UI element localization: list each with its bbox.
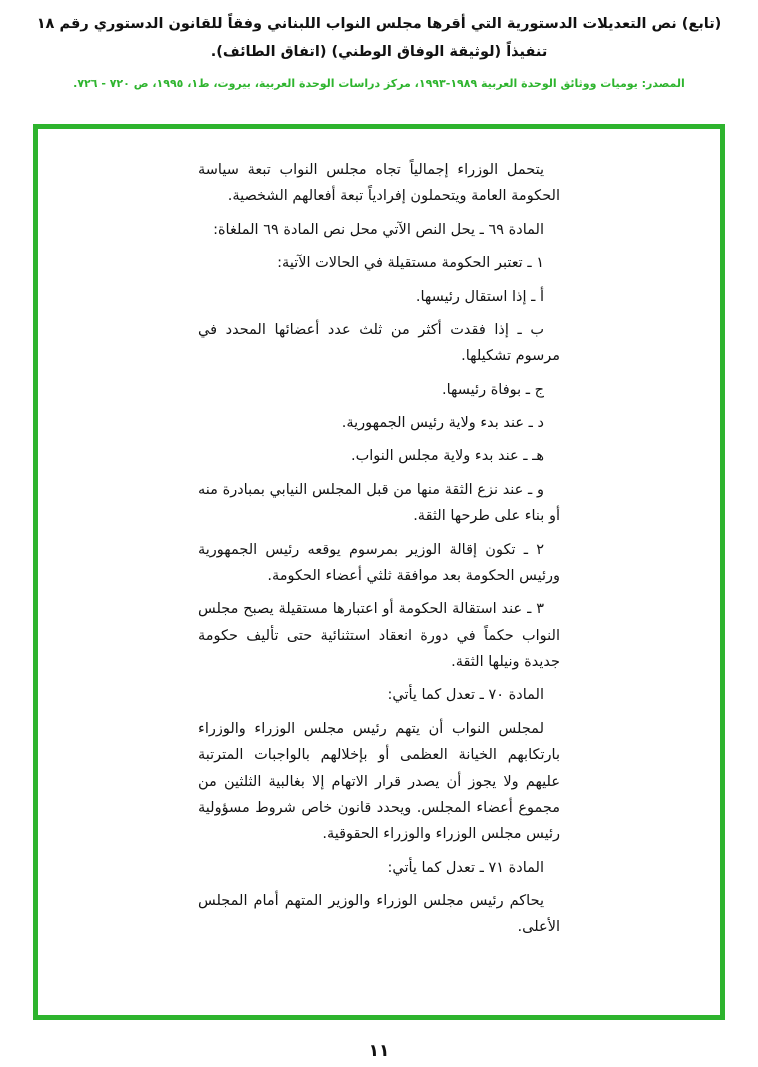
green-border-frame <box>33 124 725 1020</box>
paragraph: ج ـ بوفاة رئيسها. <box>442 381 544 398</box>
paragraph: لمجلس النواب أن يتهم رئيس مجلس الوزراء والوزراء بارتكابهم الخيانة العظمى أو بإخلالهم بالواجبات المترتبة عليهم ولا يجوز أن يصدر قرار الاتهام إلا بغالبية الثلثين من مجموع أعضاء المجلس. ويحدد قانون خاص شروط مسؤولية رئيس مجلس الوزراء والوزراء الحقوقية. <box>198 720 560 843</box>
paragraph: يتحمل الوزراء إجمالياً تجاه مجلس النواب تبعة سياسة الحكومة العامة ويتحملون إفرادياً تبعة أفعالهم الشخصية. <box>198 162 560 205</box>
paragraph: يحاكم رئيس مجلس الوزراء والوزير المتهم أمام المجلس الأعلى. <box>198 893 560 936</box>
paragraph: ٢ ـ تكون إقالة الوزير بمرسوم يوقعه رئيس الجمهورية ورئيس الحكومة بعد موافقة ثلثي أعضاء الحكومة. <box>198 541 560 584</box>
document-header-title: (تابع) نص التعديلات الدستورية التي أقرها مجلس النواب اللبناني وفقاً للقانون الدستوري رقم ١٨ تنفيذاً (لوثيقة الوفاق الوطني) (اتفاق الطائف). <box>36 16 722 61</box>
paragraph: أ ـ إذا استقال رئيسها. <box>415 288 544 305</box>
paragraph: ٣ ـ عند استقالة الحكومة أو اعتبارها مستقيلة يصبح مجلس النواب حكماً في دورة انعقاد استثنائية حتى تأليف حكومة جديدة ونيلها الثقة. <box>198 601 560 670</box>
paragraph: هـ ـ عند بدء ولاية مجلس النواب. <box>351 448 544 465</box>
paragraph: د ـ عند بدء ولاية رئيس الجمهورية. <box>341 415 544 431</box>
document-page <box>0 10 758 1067</box>
page-number: ١١ <box>368 1041 390 1061</box>
source-citation-line: المصدر: يوميات ووثائق الوحدة العربية ١٩٨٩-١٩٩٣، مركز دراسات الوحدة العربية، بيروت، ط١، ١٩٩٥، ص ٧٢٠ - ٧٢٦. <box>73 76 685 90</box>
document-body-text <box>198 157 560 941</box>
paragraph: ١ ـ تعتبر الحكومة مستقيلة في الحالات الآتية: <box>277 255 544 272</box>
paragraph: ب ـ إذا فقدت أكثر من ثلث عدد أعضائها المحدد في مرسوم تشكيلها. <box>198 321 560 365</box>
paragraph: المادة ٧٠ ـ تعدل كما يأتي: <box>387 687 544 704</box>
paragraph: و ـ عند نزع الثقة منها من قبل المجلس النيابي بمبادرة منه أو بناء على طرحها الثقة. <box>198 481 560 525</box>
paragraph: المادة ٦٩ ـ يحل النص الآتي محل نص المادة ٦٩ الملغاة: <box>213 221 544 238</box>
paragraph: المادة ٧١ ـ تعدل كما يأتي: <box>387 859 544 876</box>
